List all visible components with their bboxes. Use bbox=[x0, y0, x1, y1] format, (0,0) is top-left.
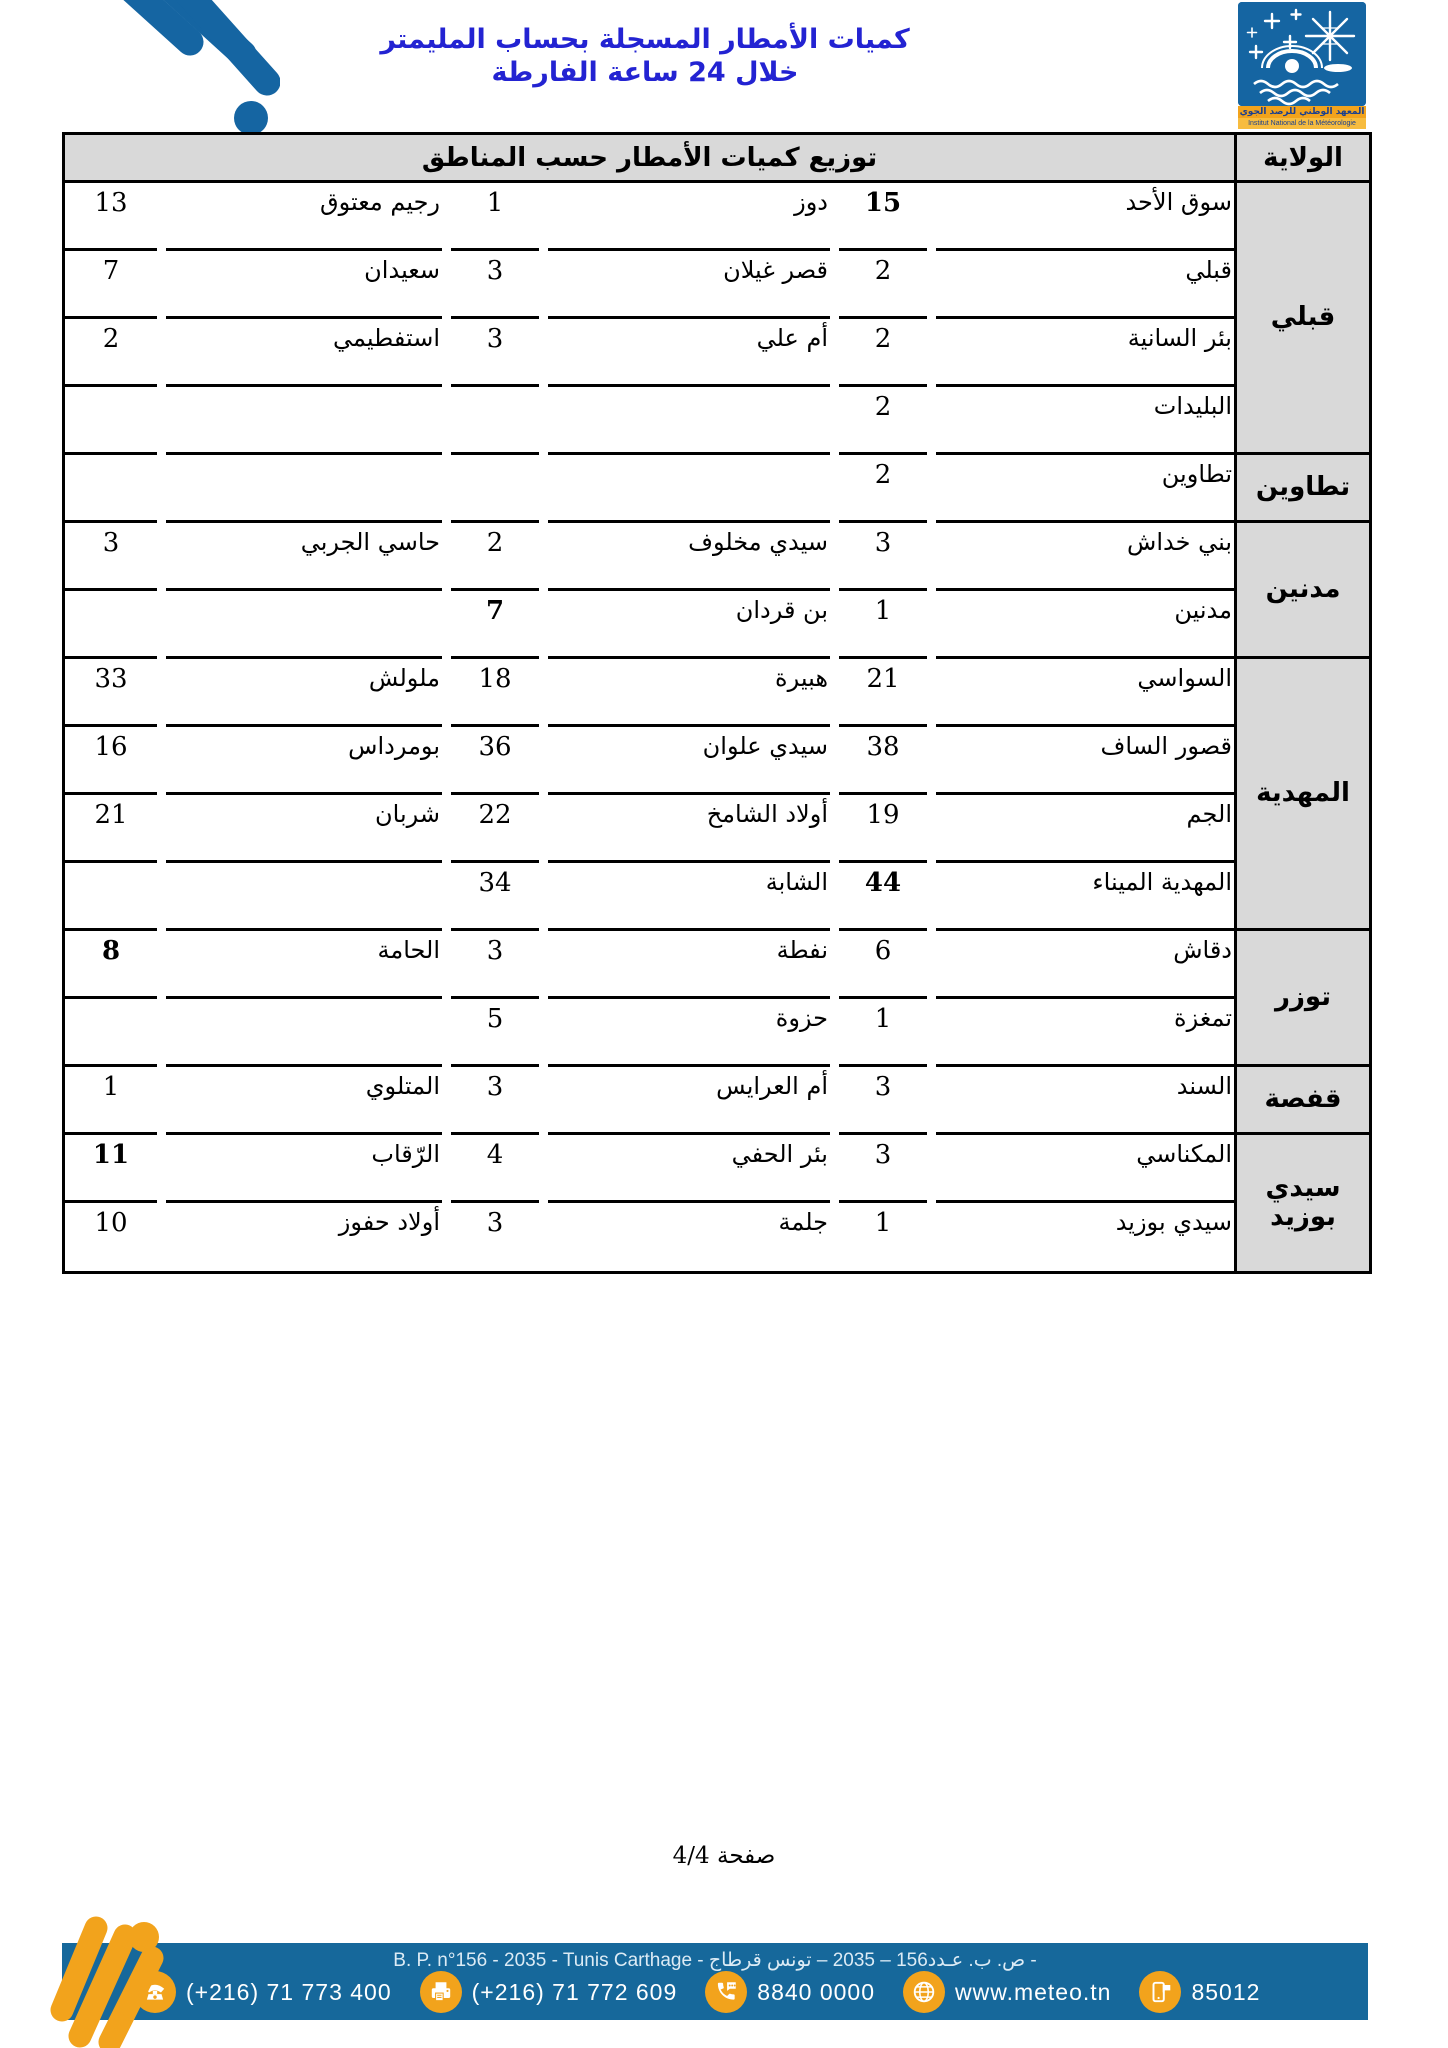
rainfall-value: 19 bbox=[839, 795, 927, 863]
station-name bbox=[548, 387, 830, 455]
station-name: قبلي bbox=[936, 251, 1234, 319]
rainfall-value bbox=[451, 455, 539, 523]
station-name: أولاد الشامخ bbox=[548, 795, 830, 863]
table-row bbox=[65, 523, 1234, 591]
station-name: الجم bbox=[936, 795, 1234, 863]
rainfall-value bbox=[451, 387, 539, 455]
station-name: الشابة bbox=[548, 863, 830, 931]
station-name: المكناسي bbox=[936, 1135, 1234, 1203]
rainfall-value bbox=[65, 455, 157, 523]
station-name: سيدي علوان bbox=[548, 727, 830, 795]
table-row bbox=[65, 591, 1234, 659]
station-name: نفطة bbox=[548, 931, 830, 999]
contact-item bbox=[705, 1971, 875, 2013]
station-name: بومرداس bbox=[166, 727, 442, 795]
station-name: سيدي مخلوف bbox=[548, 523, 830, 591]
station-name: تمغزة bbox=[936, 999, 1234, 1067]
report-title-line1: كميات الأمطار المسجلة بحساب المليمتر bbox=[380, 24, 910, 55]
station-name: أم العرايس bbox=[548, 1067, 830, 1135]
station-name: حاسي الجربي bbox=[166, 523, 442, 591]
rainfall-value: 11 bbox=[65, 1135, 157, 1203]
station-name bbox=[166, 455, 442, 523]
rainfall-value: 21 bbox=[65, 795, 157, 863]
inm-logo bbox=[1238, 2, 1366, 129]
rainfall-value: 2 bbox=[839, 455, 927, 523]
table-row bbox=[65, 999, 1234, 1067]
contact-text: (+216) 71 773 400 bbox=[186, 1978, 392, 2005]
governorate-label: قبلي bbox=[1237, 183, 1369, 455]
rainfall-value: 2 bbox=[65, 319, 157, 387]
table-row bbox=[65, 1135, 1234, 1203]
station-name: جلمة bbox=[778, 1208, 828, 1236]
station-name: الحامة bbox=[166, 931, 442, 999]
station-name: البليدات bbox=[936, 387, 1234, 455]
rainfall-value: 2 bbox=[839, 319, 927, 387]
rainfall-value: 2 bbox=[839, 387, 927, 455]
governorate-label: مدنين bbox=[1237, 523, 1369, 659]
rainfall-value: 3 bbox=[839, 1135, 927, 1203]
table-row bbox=[65, 659, 1234, 727]
rainfall-value: 1 bbox=[839, 591, 927, 659]
station-name: قصور الساف bbox=[936, 727, 1234, 795]
station-name: الرّقاب bbox=[166, 1135, 442, 1203]
station-name: دقاش bbox=[936, 931, 1234, 999]
rainfall-value: 22 bbox=[451, 795, 539, 863]
contact-text: 85012 bbox=[1191, 1978, 1261, 2005]
rainfall-value: 8 bbox=[65, 931, 157, 999]
table-row bbox=[65, 183, 1234, 251]
rainfall-value: 3 bbox=[839, 1067, 927, 1135]
contact-item bbox=[903, 1971, 1111, 2013]
station-name: بني خداش bbox=[936, 523, 1234, 591]
rainfall-value: 1 bbox=[65, 1067, 157, 1135]
sms-icon bbox=[1139, 1971, 1181, 2013]
governorate-column-header: الولاية bbox=[1237, 135, 1369, 183]
rainfall-value: 3 bbox=[451, 931, 539, 999]
station-name: دوز bbox=[548, 183, 830, 251]
rainfall-value bbox=[65, 999, 157, 1067]
rainfall-value bbox=[65, 387, 157, 455]
rainfall-table bbox=[62, 132, 1372, 1274]
rainfall-value bbox=[65, 591, 157, 659]
page-number-label: صفحة 4/4 bbox=[672, 1843, 776, 1869]
contact-item bbox=[420, 1971, 678, 2013]
governorate-label: سيدي بوزيد bbox=[1237, 1135, 1369, 1271]
station-name: المهدية الميناء bbox=[936, 863, 1234, 931]
rainfall-value: 13 bbox=[65, 183, 157, 251]
rainfall-value: 2 bbox=[839, 251, 927, 319]
station-name: حزوة bbox=[548, 999, 830, 1067]
rainfall-value: 34 bbox=[451, 863, 539, 931]
station-name: هبيرة bbox=[548, 659, 830, 727]
rainfall-value: 3 bbox=[451, 251, 539, 319]
rainfall-value: 2 bbox=[451, 523, 539, 591]
rainfall-value: 7 bbox=[65, 251, 157, 319]
report-title bbox=[350, 24, 940, 90]
table-row bbox=[65, 931, 1234, 999]
station-name: شربان bbox=[166, 795, 442, 863]
governorate-column bbox=[1234, 135, 1369, 1271]
station-name: سعيدان bbox=[166, 251, 442, 319]
rainfall-value: 21 bbox=[839, 659, 927, 727]
rainfall-value: 7 bbox=[451, 591, 539, 659]
table-row bbox=[65, 455, 1234, 523]
rainfall-value: 3 bbox=[451, 319, 539, 387]
station-name: قصر غيلان bbox=[548, 251, 830, 319]
station-name bbox=[548, 455, 830, 523]
fax-icon bbox=[420, 1971, 462, 2013]
rainfall-value: 33 bbox=[65, 659, 157, 727]
rainfall-value: 1 bbox=[451, 183, 539, 251]
contact-item bbox=[1139, 1971, 1260, 2013]
station-name: مدنين bbox=[936, 591, 1234, 659]
station-name: بئر السانية bbox=[936, 319, 1234, 387]
station-name: استفطيمي bbox=[166, 319, 442, 387]
rainfall-value: 1 bbox=[839, 999, 927, 1067]
rainfall-value: 3 bbox=[65, 523, 157, 591]
rainfall-value: 10 bbox=[94, 1208, 128, 1238]
contact-text: www.meteo.tn bbox=[955, 1978, 1112, 2005]
rainfall-value: 3 bbox=[839, 523, 927, 591]
rainfall-value: 6 bbox=[839, 931, 927, 999]
report-title-line2: خلال 24 ساعة الفارطة bbox=[491, 56, 799, 88]
governorate-label: تطاوين bbox=[1237, 455, 1369, 523]
station-name: المتلوي bbox=[166, 1067, 442, 1135]
governorate-label: توزر bbox=[1237, 931, 1369, 1067]
distribution-header: توزيع كميات الأمطار حسب المناطق bbox=[65, 135, 1234, 183]
station-name: أولاد حفوز bbox=[338, 1208, 440, 1236]
governorate-label: المهدية bbox=[1237, 659, 1369, 931]
table-row bbox=[65, 795, 1234, 863]
rainfall-value: 16 bbox=[65, 727, 157, 795]
rainfall-value: 15 bbox=[839, 183, 927, 251]
station-name bbox=[166, 999, 442, 1067]
governorate-label: قفصة bbox=[1237, 1067, 1369, 1135]
table-row bbox=[65, 387, 1234, 455]
table-row bbox=[65, 1203, 1234, 1271]
station-name: تطاوين bbox=[936, 455, 1234, 523]
station-name: بن قردان bbox=[548, 591, 830, 659]
table-row bbox=[65, 1067, 1234, 1135]
station-name bbox=[166, 591, 442, 659]
rainfall-value: 3 bbox=[451, 1067, 539, 1135]
table-row bbox=[65, 727, 1234, 795]
address-line: B. P. n°156 - 2035 - Tunis Carthage - ص. ب. عـدد156 – 2035 – تونس قرطاج - bbox=[393, 1950, 1037, 1971]
rainfall-value bbox=[65, 863, 157, 931]
rainfall-value: 44 bbox=[839, 863, 927, 931]
table-row bbox=[65, 863, 1234, 931]
table-row bbox=[65, 251, 1234, 319]
station-name: السند bbox=[936, 1067, 1234, 1135]
footer-strokes-logo bbox=[48, 1914, 198, 2048]
rainfall-value: 5 bbox=[451, 999, 539, 1067]
rainfall-value: 36 bbox=[451, 727, 539, 795]
rainfall-value: 1 bbox=[874, 1208, 892, 1238]
footer-bar bbox=[62, 1943, 1368, 2020]
rainfall-value: 38 bbox=[839, 727, 927, 795]
station-name: رجيم معتوق bbox=[166, 183, 442, 251]
station-name: سوق الأحد bbox=[936, 183, 1234, 251]
station-name: بئر الحفي bbox=[548, 1135, 830, 1203]
station-name bbox=[166, 863, 442, 931]
station-name: أم علي bbox=[548, 319, 830, 387]
contact-text: (+216) 71 772 609 bbox=[471, 1978, 678, 2005]
rainfall-value: 3 bbox=[486, 1208, 504, 1238]
inm-logo-french-caption: Institut National de la Météorologie bbox=[1238, 118, 1366, 129]
inm-logo-arabic-caption: المعهد الوطني للرصد الجوي bbox=[1239, 107, 1365, 117]
footer-strokes-icon bbox=[48, 1914, 198, 2048]
globe-icon bbox=[903, 1971, 945, 2013]
rainfall-value: 18 bbox=[451, 659, 539, 727]
callcenter-icon bbox=[705, 1971, 747, 2013]
station-name: السواسي bbox=[936, 659, 1234, 727]
rainfall-value: 4 bbox=[451, 1135, 539, 1203]
station-name: سيدي بوزيد bbox=[1115, 1208, 1232, 1236]
contact-text: 8840 0000 bbox=[757, 1978, 876, 2005]
stations-column bbox=[65, 135, 1234, 1271]
station-name: ملولش bbox=[166, 659, 442, 727]
station-name bbox=[166, 387, 442, 455]
inm-logo-emblem-icon bbox=[1238, 2, 1366, 106]
contacts-row bbox=[134, 1971, 1260, 2013]
table-row bbox=[65, 319, 1234, 387]
